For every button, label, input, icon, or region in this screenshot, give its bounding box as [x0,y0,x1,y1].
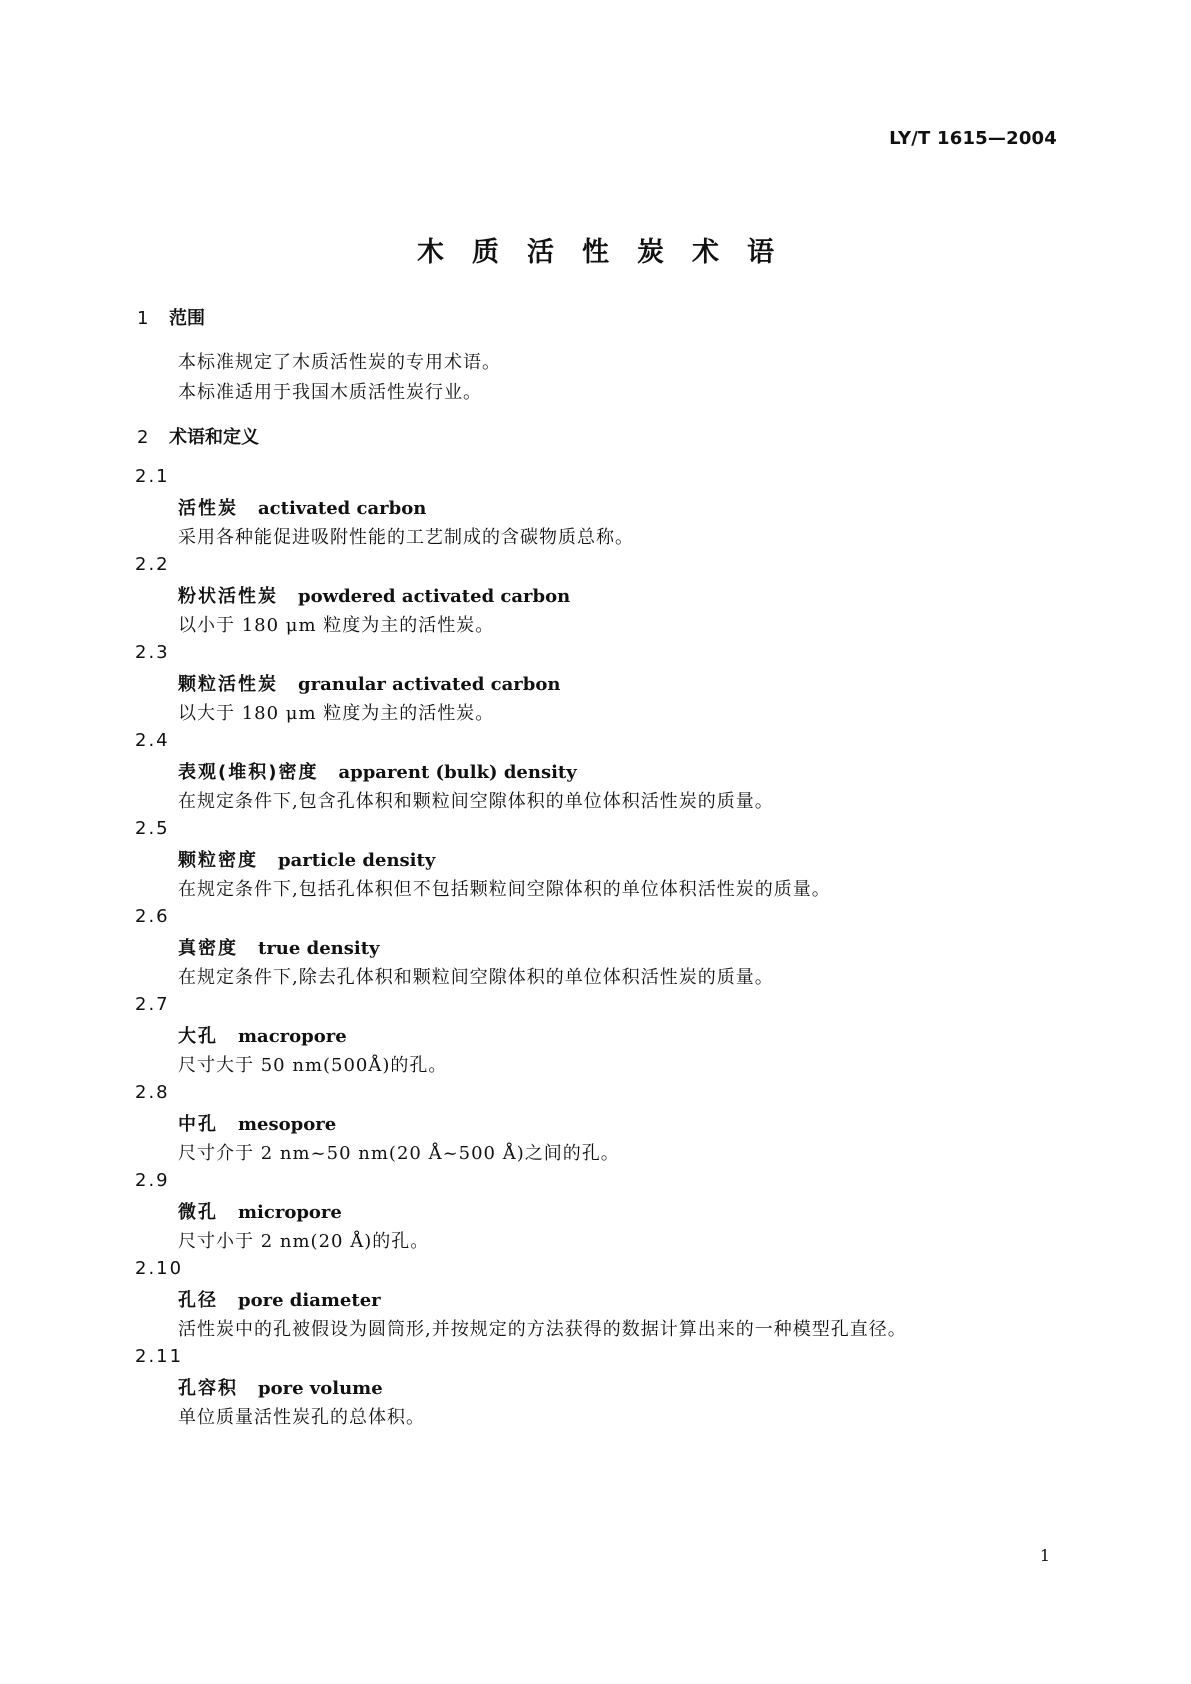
term-name [178,582,570,608]
term-zh: 孔径 [178,1290,218,1311]
term-number: 2.5 [135,818,170,839]
term-number: 2.4 [135,730,170,751]
term-definition: 尺寸大于 50 nm(500Å)的孔。 [178,1055,448,1076]
term-number: 2.10 [135,1258,184,1279]
term-name [178,934,379,960]
term-number: 2.7 [135,994,170,1015]
term-number: 2.2 [135,554,170,575]
term-zh: 真密度 [178,938,238,959]
term-en: true density [258,938,380,959]
section-1-heading [137,304,205,330]
term-zh: 表观(堆积)密度 [178,762,319,783]
term-name [178,1022,347,1048]
term-definition: 尺寸介于 2 nm~50 nm(20 Å~500 Å)之间的孔。 [178,1143,620,1164]
term-zh: 粉状活性炭 [178,586,278,607]
term-number: 2.1 [135,466,170,487]
term-zh: 活性炭 [178,498,238,519]
term-name [178,1374,383,1400]
term-en: mesopore [238,1114,337,1135]
term-name [178,758,577,784]
section-number: 1 [137,308,149,329]
term-zh: 微孔 [178,1202,218,1223]
term-en: activated carbon [258,498,427,519]
term-definition: 在规定条件下,包括孔体积但不包括颗粒间空隙体积的单位体积活性炭的质量。 [178,879,831,900]
term-zh: 颗粒活性炭 [178,674,278,695]
document-title: 木质活性炭术语 [417,237,802,268]
term-en: particle density [278,850,436,871]
term-definition: 单位质量活性炭孔的总体积。 [178,1407,425,1428]
term-zh: 颗粒密度 [178,850,258,871]
term-name [178,670,560,696]
term-en: micropore [238,1202,342,1223]
section-number: 2 [137,427,149,448]
paragraph: 本标准规定了木质活性炭的专用术语。 [178,352,501,373]
section-2-heading [137,423,259,449]
term-zh: 大孔 [178,1026,218,1047]
term-name [178,1286,381,1312]
term-definition: 采用各种能促进吸附性能的工艺制成的含碳物质总称。 [178,527,634,548]
term-en: powdered activated carbon [298,586,571,607]
term-definition: 以小于 180 μm 粒度为主的活性炭。 [178,615,495,636]
section-title: 术语和定义 [169,427,259,448]
term-en: pore diameter [238,1290,381,1311]
term-number: 2.6 [135,906,170,927]
term-definition: 活性炭中的孔被假设为圆筒形,并按规定的方法获得的数据计算出来的一种模型孔直径。 [178,1319,907,1340]
term-number: 2.9 [135,1170,170,1191]
section-title: 范围 [169,308,205,329]
term-number: 2.8 [135,1082,170,1103]
paragraph: 本标准适用于我国木质活性炭行业。 [178,382,482,403]
page-number: 1 [1039,1546,1050,1565]
term-zh: 中孔 [178,1114,218,1135]
term-en: granular activated carbon [298,674,561,695]
term-number: 2.3 [135,642,170,663]
term-name [178,1110,336,1136]
term-definition: 以大于 180 μm 粒度为主的活性炭。 [178,703,495,724]
term-name [178,846,435,872]
term-definition: 尺寸小于 2 nm(20 Å)的孔。 [178,1231,430,1252]
term-en: macropore [238,1026,347,1047]
term-en: apparent (bulk) density [338,762,577,783]
term-en: pore volume [258,1378,383,1399]
standard-number: LY/T 1615—2004 [889,128,1057,149]
term-definition: 在规定条件下,包含孔体积和颗粒间空隙体积的单位体积活性炭的质量。 [178,791,774,812]
term-definition: 在规定条件下,除去孔体积和颗粒间空隙体积的单位体积活性炭的质量。 [178,967,774,988]
term-zh: 孔容积 [178,1378,238,1399]
term-name [178,494,426,520]
term-name [178,1198,342,1224]
term-number: 2.11 [135,1346,184,1367]
